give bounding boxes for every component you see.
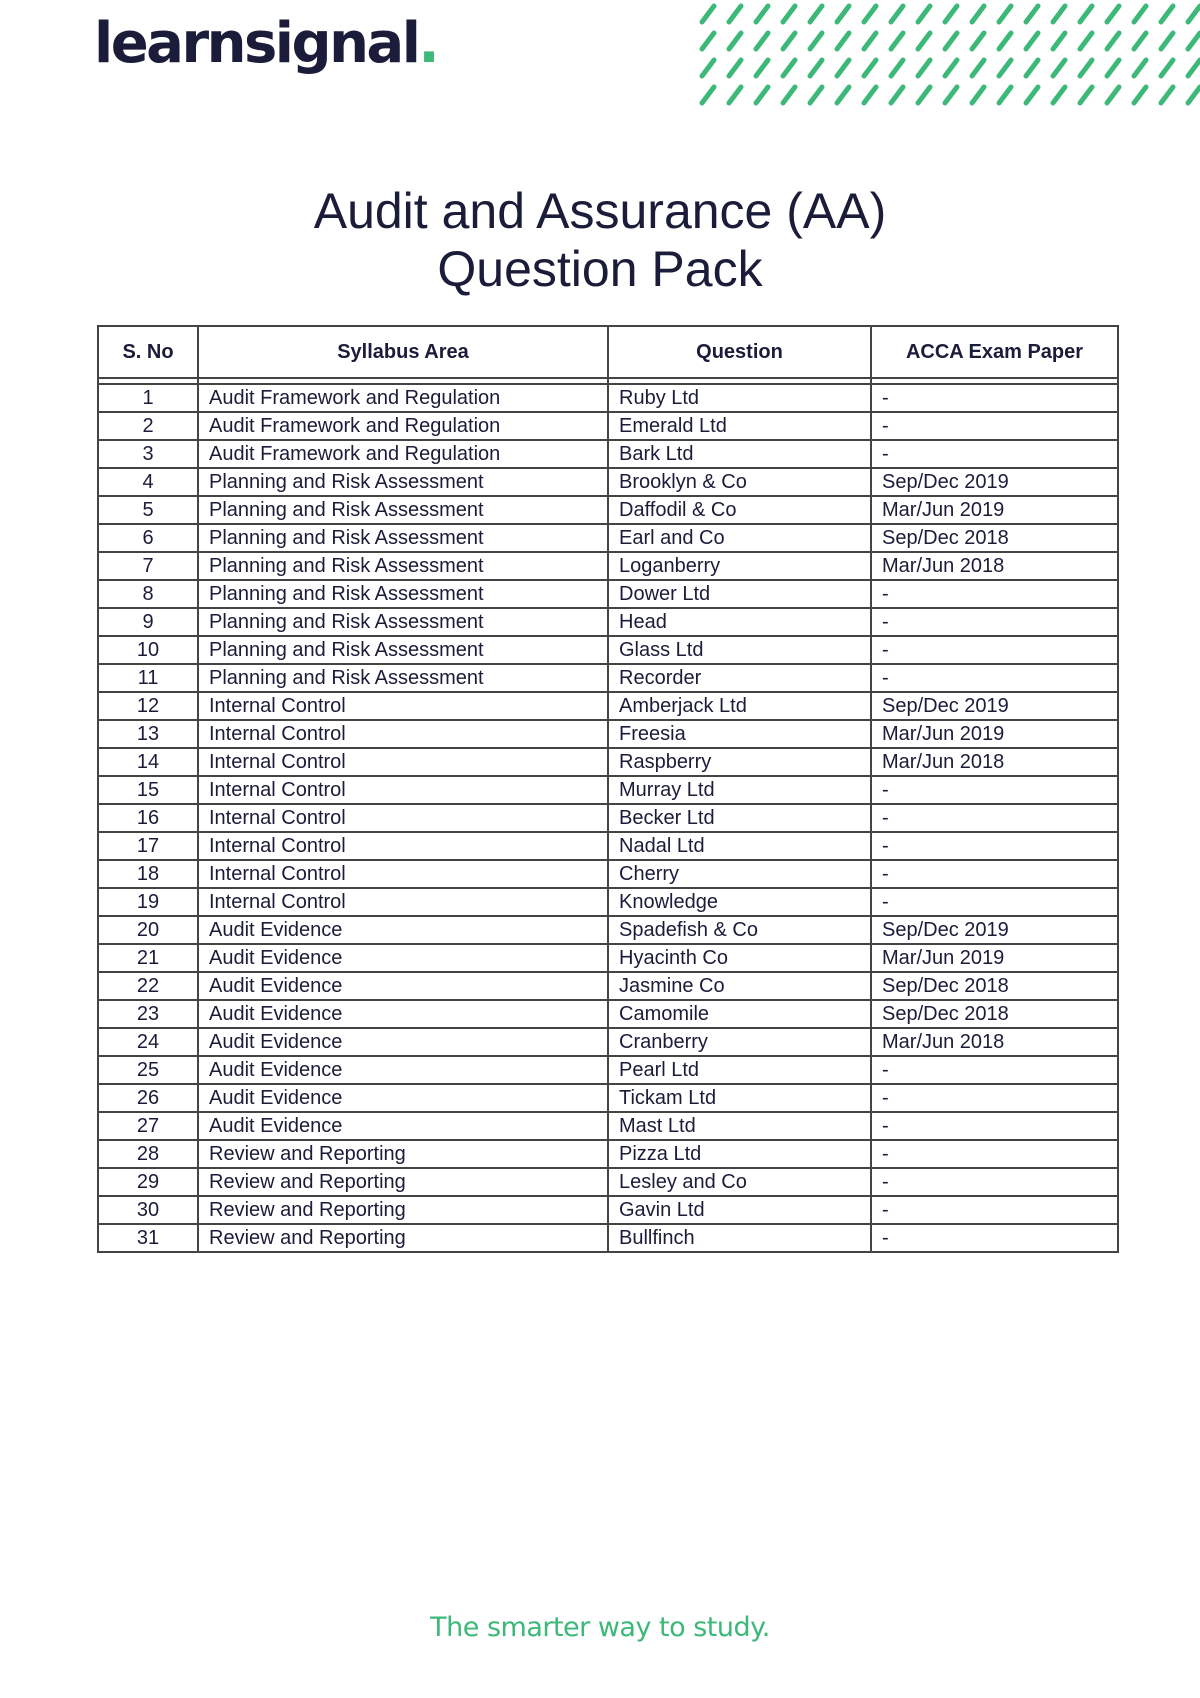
question-cell: Freesia — [608, 720, 871, 748]
exam-paper-cell: - — [871, 664, 1118, 692]
syllabus-area-cell: Audit Evidence — [198, 1112, 608, 1140]
question-cell: Pizza Ltd — [608, 1140, 871, 1168]
pattern-slash — [702, 33, 714, 49]
table-row — [98, 1140, 1118, 1168]
pattern-slash — [864, 87, 876, 103]
exam-paper-cell: - — [871, 608, 1118, 636]
table-row — [98, 832, 1118, 860]
sno-cell: 4 — [98, 468, 198, 496]
syllabus-area-cell: Internal Control — [198, 832, 608, 860]
syllabus-area-cell: Audit Evidence — [198, 916, 608, 944]
syllabus-area-cell: Planning and Risk Assessment — [198, 664, 608, 692]
header-syllabus-area: Syllabus Area — [198, 326, 608, 378]
question-cell: Earl and Co — [608, 524, 871, 552]
table-row — [98, 664, 1118, 692]
pattern-slash — [1080, 87, 1092, 103]
pattern-slash — [945, 87, 957, 103]
sno-cell: 15 — [98, 776, 198, 804]
table-row — [98, 1028, 1118, 1056]
syllabus-area-cell: Review and Reporting — [198, 1168, 608, 1196]
pattern-slash — [837, 60, 849, 76]
sno-cell: 24 — [98, 1028, 198, 1056]
table-row — [98, 412, 1118, 440]
table-row — [98, 1196, 1118, 1224]
exam-paper-cell: - — [871, 412, 1118, 440]
question-cell: Spadefish & Co — [608, 916, 871, 944]
pattern-slash — [837, 87, 849, 103]
sno-cell: 30 — [98, 1196, 198, 1224]
syllabus-area-cell: Internal Control — [198, 860, 608, 888]
pattern-slash — [1134, 6, 1146, 22]
title-line-1: Audit and Assurance (AA) — [313, 183, 887, 239]
pattern-slash — [1188, 60, 1200, 76]
sno-cell: 23 — [98, 1000, 198, 1028]
pattern-slash — [783, 87, 795, 103]
syllabus-area-cell: Planning and Risk Assessment — [198, 552, 608, 580]
brand-slash-pattern — [694, 0, 1200, 120]
pattern-slash — [864, 60, 876, 76]
exam-paper-cell: - — [871, 776, 1118, 804]
pattern-slash — [729, 33, 741, 49]
pattern-slash — [918, 33, 930, 49]
pattern-slash — [1107, 6, 1119, 22]
pattern-slash — [1161, 33, 1173, 49]
pattern-slash — [1161, 6, 1173, 22]
pattern-slash — [891, 87, 903, 103]
pattern-slash — [945, 60, 957, 76]
question-cell: Lesley and Co — [608, 1168, 871, 1196]
table-row — [98, 720, 1118, 748]
exam-paper-cell: - — [871, 804, 1118, 832]
logo-wordmark: learnsignal — [94, 11, 419, 76]
syllabus-area-cell: Audit Framework and Regulation — [198, 384, 608, 412]
exam-paper-cell: Mar/Jun 2019 — [871, 944, 1118, 972]
pattern-slash — [1026, 33, 1038, 49]
syllabus-area-cell: Audit Evidence — [198, 1000, 608, 1028]
pattern-slash — [1026, 6, 1038, 22]
syllabus-area-cell: Audit Evidence — [198, 1084, 608, 1112]
table-row — [98, 860, 1118, 888]
table-row — [98, 1112, 1118, 1140]
syllabus-area-cell: Planning and Risk Assessment — [198, 636, 608, 664]
table-body — [98, 384, 1118, 1252]
question-cell: Head — [608, 608, 871, 636]
exam-paper-cell: Sep/Dec 2018 — [871, 972, 1118, 1000]
syllabus-area-cell: Planning and Risk Assessment — [198, 524, 608, 552]
pattern-slash — [972, 60, 984, 76]
syllabus-area-cell: Internal Control — [198, 804, 608, 832]
sno-cell: 9 — [98, 608, 198, 636]
exam-paper-cell: - — [871, 1112, 1118, 1140]
pattern-slash — [783, 60, 795, 76]
table-row — [98, 1224, 1118, 1252]
question-cell: Hyacinth Co — [608, 944, 871, 972]
syllabus-area-cell: Audit Evidence — [198, 944, 608, 972]
pattern-slash — [945, 33, 957, 49]
pattern-slash — [1053, 60, 1065, 76]
syllabus-area-cell: Audit Evidence — [198, 972, 608, 1000]
pattern-slash — [891, 33, 903, 49]
syllabus-area-cell: Review and Reporting — [198, 1224, 608, 1252]
sno-cell: 11 — [98, 664, 198, 692]
question-cell: Gavin Ltd — [608, 1196, 871, 1224]
syllabus-area-cell: Audit Evidence — [198, 1056, 608, 1084]
exam-paper-cell: - — [871, 1168, 1118, 1196]
syllabus-area-cell: Planning and Risk Assessment — [198, 468, 608, 496]
title-line-2: Question Pack — [437, 241, 763, 297]
syllabus-area-cell: Internal Control — [198, 720, 608, 748]
pattern-slash — [1188, 33, 1200, 49]
table-row — [98, 636, 1118, 664]
pattern-slash — [783, 33, 795, 49]
sno-cell: 16 — [98, 804, 198, 832]
pattern-slash — [837, 6, 849, 22]
pattern-slash — [756, 87, 768, 103]
question-cell: Becker Ltd — [608, 804, 871, 832]
header-question: Question — [608, 326, 871, 378]
pattern-slash — [1134, 87, 1146, 103]
question-cell: Tickam Ltd — [608, 1084, 871, 1112]
learnsignal-logo — [94, 11, 438, 76]
question-table — [97, 325, 1119, 1253]
table-row — [98, 496, 1118, 524]
pattern-slash — [1188, 87, 1200, 103]
exam-paper-cell: Sep/Dec 2018 — [871, 1000, 1118, 1028]
pattern-slash — [918, 87, 930, 103]
exam-paper-cell: - — [871, 440, 1118, 468]
table-row — [98, 440, 1118, 468]
question-cell: Emerald Ltd — [608, 412, 871, 440]
syllabus-area-cell: Audit Evidence — [198, 1028, 608, 1056]
pattern-slash — [810, 60, 822, 76]
exam-paper-cell: Mar/Jun 2018 — [871, 748, 1118, 776]
sno-cell: 27 — [98, 1112, 198, 1140]
footer-tagline: The smarter way to study. — [430, 1612, 770, 1643]
header-sno: S. No — [98, 326, 198, 378]
exam-paper-cell: Sep/Dec 2019 — [871, 468, 1118, 496]
syllabus-area-cell: Internal Control — [198, 748, 608, 776]
pattern-slash — [729, 60, 741, 76]
question-cell: Bark Ltd — [608, 440, 871, 468]
sno-cell: 21 — [98, 944, 198, 972]
pattern-slash — [1107, 60, 1119, 76]
exam-paper-cell: Mar/Jun 2018 — [871, 552, 1118, 580]
sno-cell: 13 — [98, 720, 198, 748]
sno-cell: 1 — [98, 384, 198, 412]
exam-paper-cell: Mar/Jun 2019 — [871, 496, 1118, 524]
pattern-slash — [972, 6, 984, 22]
table-row — [98, 1000, 1118, 1028]
table-row — [98, 888, 1118, 916]
table-row — [98, 748, 1118, 776]
table-header-row — [98, 326, 1118, 378]
pattern-slash — [756, 33, 768, 49]
sno-cell: 20 — [98, 916, 198, 944]
question-cell: Recorder — [608, 664, 871, 692]
table-row — [98, 384, 1118, 412]
sno-cell: 18 — [98, 860, 198, 888]
pattern-slash — [1053, 6, 1065, 22]
pattern-slash — [972, 33, 984, 49]
exam-paper-cell: - — [871, 1084, 1118, 1112]
exam-paper-cell: - — [871, 384, 1118, 412]
pattern-slash — [702, 60, 714, 76]
table-row — [98, 776, 1118, 804]
table-row — [98, 916, 1118, 944]
pattern-slash — [756, 6, 768, 22]
pattern-slash — [999, 87, 1011, 103]
sno-cell: 22 — [98, 972, 198, 1000]
syllabus-area-cell: Planning and Risk Assessment — [198, 608, 608, 636]
header-acca-exam-paper: ACCA Exam Paper — [871, 326, 1118, 378]
syllabus-area-cell: Audit Framework and Regulation — [198, 412, 608, 440]
exam-paper-cell: - — [871, 580, 1118, 608]
sno-cell: 10 — [98, 636, 198, 664]
table-row — [98, 1056, 1118, 1084]
question-cell: Dower Ltd — [608, 580, 871, 608]
question-cell: Murray Ltd — [608, 776, 871, 804]
pattern-slash — [702, 6, 714, 22]
sno-cell: 31 — [98, 1224, 198, 1252]
syllabus-area-cell: Planning and Risk Assessment — [198, 580, 608, 608]
exam-paper-cell: - — [871, 1140, 1118, 1168]
question-table-container — [97, 325, 1117, 1253]
exam-paper-cell: - — [871, 1224, 1118, 1252]
table-row — [98, 1168, 1118, 1196]
sno-cell: 28 — [98, 1140, 198, 1168]
syllabus-area-cell: Review and Reporting — [198, 1140, 608, 1168]
sno-cell: 7 — [98, 552, 198, 580]
pattern-slash — [837, 33, 849, 49]
table-row — [98, 580, 1118, 608]
question-cell: Cranberry — [608, 1028, 871, 1056]
question-cell: Daffodil & Co — [608, 496, 871, 524]
pattern-slash — [783, 6, 795, 22]
table-row — [98, 524, 1118, 552]
pattern-slash — [864, 33, 876, 49]
syllabus-area-cell: Planning and Risk Assessment — [198, 496, 608, 524]
pattern-slash — [1080, 33, 1092, 49]
pattern-slash — [1080, 6, 1092, 22]
sno-cell: 3 — [98, 440, 198, 468]
question-cell: Jasmine Co — [608, 972, 871, 1000]
table-row — [98, 972, 1118, 1000]
question-cell: Nadal Ltd — [608, 832, 871, 860]
syllabus-area-cell: Audit Framework and Regulation — [198, 440, 608, 468]
pattern-slash — [972, 87, 984, 103]
exam-paper-cell: - — [871, 888, 1118, 916]
sno-cell: 17 — [98, 832, 198, 860]
question-cell: Camomile — [608, 1000, 871, 1028]
exam-paper-cell: Mar/Jun 2018 — [871, 1028, 1118, 1056]
pattern-slash — [1107, 33, 1119, 49]
exam-paper-cell: - — [871, 1056, 1118, 1084]
pattern-slash — [918, 6, 930, 22]
exam-paper-cell: - — [871, 636, 1118, 664]
sno-cell: 26 — [98, 1084, 198, 1112]
question-cell: Brooklyn & Co — [608, 468, 871, 496]
pattern-slash — [729, 6, 741, 22]
pattern-slash — [999, 33, 1011, 49]
question-cell: Bullfinch — [608, 1224, 871, 1252]
sno-cell: 6 — [98, 524, 198, 552]
pattern-slash — [891, 6, 903, 22]
table-row — [98, 468, 1118, 496]
exam-paper-cell: - — [871, 860, 1118, 888]
syllabus-area-cell: Internal Control — [198, 888, 608, 916]
logo-dot: . — [418, 11, 438, 76]
pattern-slash — [810, 6, 822, 22]
pattern-slash — [756, 60, 768, 76]
table-row — [98, 608, 1118, 636]
syllabus-area-cell: Internal Control — [198, 776, 608, 804]
pattern-slash — [1134, 33, 1146, 49]
pattern-slash — [1080, 60, 1092, 76]
pattern-slash — [999, 60, 1011, 76]
pattern-slash — [1053, 33, 1065, 49]
pattern-slash — [729, 87, 741, 103]
document-title — [0, 182, 1200, 298]
question-cell: Cherry — [608, 860, 871, 888]
sno-cell: 19 — [98, 888, 198, 916]
pattern-slash — [1161, 60, 1173, 76]
sno-cell: 12 — [98, 692, 198, 720]
pattern-slash — [1053, 87, 1065, 103]
question-cell: Ruby Ltd — [608, 384, 871, 412]
sno-cell: 5 — [98, 496, 198, 524]
pattern-slash — [999, 6, 1011, 22]
syllabus-area-cell: Internal Control — [198, 692, 608, 720]
question-cell: Knowledge — [608, 888, 871, 916]
exam-paper-cell: Sep/Dec 2018 — [871, 524, 1118, 552]
question-cell: Amberjack Ltd — [608, 692, 871, 720]
pattern-slash — [945, 6, 957, 22]
exam-paper-cell: - — [871, 832, 1118, 860]
pattern-slash — [891, 60, 903, 76]
sno-cell: 29 — [98, 1168, 198, 1196]
table-row — [98, 804, 1118, 832]
table-row — [98, 1084, 1118, 1112]
table-row — [98, 692, 1118, 720]
pattern-slash — [810, 87, 822, 103]
exam-paper-cell: Sep/Dec 2019 — [871, 692, 1118, 720]
pattern-slash — [1026, 60, 1038, 76]
pattern-slash — [1161, 87, 1173, 103]
exam-paper-cell: - — [871, 1196, 1118, 1224]
pattern-slash — [1026, 87, 1038, 103]
sno-cell: 25 — [98, 1056, 198, 1084]
pattern-slash — [864, 6, 876, 22]
question-cell: Glass Ltd — [608, 636, 871, 664]
pattern-slash — [810, 33, 822, 49]
pattern-slash — [1134, 60, 1146, 76]
sno-cell: 14 — [98, 748, 198, 776]
question-cell: Raspberry — [608, 748, 871, 776]
sno-cell: 8 — [98, 580, 198, 608]
pattern-slash — [702, 87, 714, 103]
table-row — [98, 944, 1118, 972]
exam-paper-cell: Mar/Jun 2019 — [871, 720, 1118, 748]
question-cell: Pearl Ltd — [608, 1056, 871, 1084]
exam-paper-cell: Sep/Dec 2019 — [871, 916, 1118, 944]
question-cell: Mast Ltd — [608, 1112, 871, 1140]
pattern-slash — [1107, 87, 1119, 103]
pattern-slash — [1188, 6, 1200, 22]
syllabus-area-cell: Review and Reporting — [198, 1196, 608, 1224]
question-cell: Loganberry — [608, 552, 871, 580]
sno-cell: 2 — [98, 412, 198, 440]
table-row — [98, 552, 1118, 580]
pattern-slash — [918, 60, 930, 76]
